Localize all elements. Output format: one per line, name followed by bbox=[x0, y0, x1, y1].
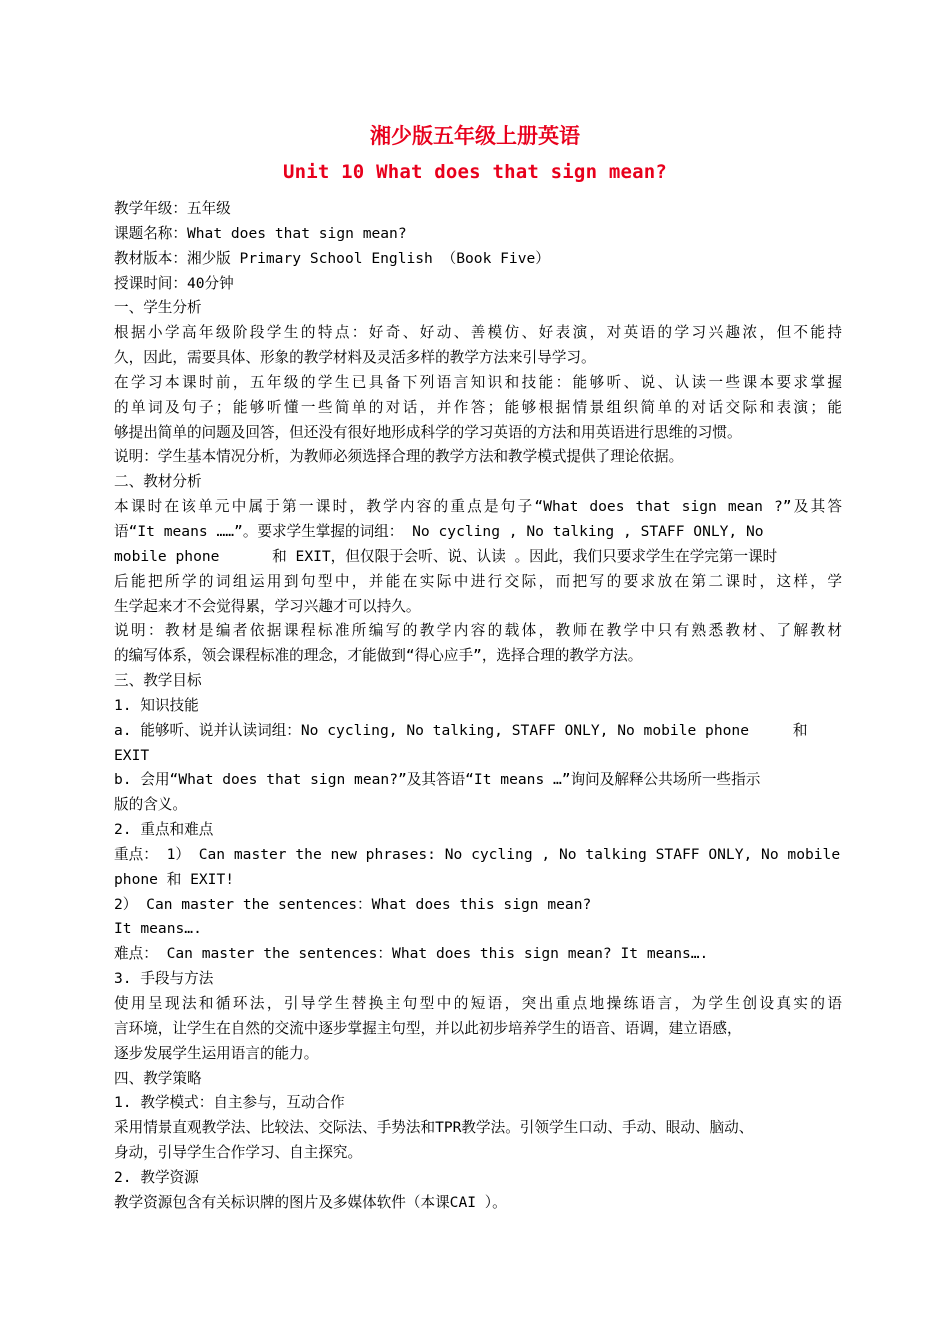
paragraph-line: 使用呈现法和循环法，引导学生替换主句型中的短语，突出重点地操练语言，为学生创设真实的语 bbox=[114, 995, 842, 1012]
list-item-a: a. 能够听、说并认读词组：No cycling, No talking, STAFF ONLY, No mobile phone 和 bbox=[114, 721, 808, 739]
info-lesson-duration: 授课时间：40分钟 bbox=[114, 274, 234, 292]
key-point-2-continued: It means…. bbox=[114, 920, 202, 938]
document-title: 湘少版五年级上册英语 bbox=[370, 123, 580, 148]
info-textbook-edition: 教材版本：湘少版 Primary School English （Book Five） bbox=[114, 249, 550, 267]
paragraph-line: 逐步发展学生运用语言的能力。 bbox=[114, 1044, 319, 1062]
paragraph-line: 采用情景直观教学法、比较法、交际法、手势法和TPR教学法。引领学生口动、手动、眼动、脑动、 bbox=[114, 1119, 754, 1137]
paragraph-line: 教学资源包含有关标识牌的图片及多媒体软件（本课CAI ）。 bbox=[114, 1193, 507, 1211]
paragraph-line: 身动，引导学生合作学习、自主探究。 bbox=[114, 1144, 363, 1162]
unit-title: Unit 10 What does that sign mean? bbox=[282, 161, 668, 183]
document-body bbox=[114, 197, 842, 1216]
document-title-block bbox=[0, 118, 950, 190]
subheading-knowledge-skills: 1. 知识技能 bbox=[114, 696, 199, 714]
info-lesson-title: 课题名称：What does that sign mean? bbox=[114, 224, 407, 242]
section-heading-teaching-strategy: 四、教学策略 bbox=[114, 1069, 202, 1087]
note-line: 说明：教材是编者依据课程标准所编写的教学内容的载体，教师在教学中只有熟悉教材、了解教材 bbox=[114, 622, 842, 640]
paragraph-line: 言环境，让学生在自然的交流中逐步掌握主句型，并以此初步培养学生的语音、语调，建立语感， bbox=[114, 1019, 742, 1037]
paragraph-line: 根据小学高年级阶段学生的特点：好奇、好动、善模仿、好表演，对英语的学习兴趣浓，但不能持 bbox=[114, 324, 842, 342]
difficult-point: 难点： Can master the sentences：What does this sign mean? It means…. bbox=[114, 945, 709, 963]
list-item-b-continued: 版的含义。 bbox=[114, 796, 187, 814]
subheading-key-points: 2. 重点和难点 bbox=[114, 821, 214, 839]
note-line: 说明：学生基本情况分析，为教师必须选择合理的教学方法和教学模式提供了理论依据。 bbox=[114, 448, 684, 466]
key-point-2: 2） Can master the sentences：What does this sign mean? bbox=[114, 895, 592, 913]
section-heading-teaching-objectives: 三、教学目标 bbox=[114, 672, 202, 690]
key-point-1: 重点： 1） Can master the new phrases: No cycling , No talking STAFF ONLY, No mobile bbox=[114, 845, 841, 863]
key-point-1-continued: phone 和 EXIT! bbox=[114, 870, 235, 888]
subheading-teaching-resources: 2. 教学资源 bbox=[114, 1168, 199, 1186]
list-item-b: b. 会用“What does that sign mean?”及其答语“It means …”询问及解释公共场所一些指示 bbox=[114, 771, 761, 789]
paragraph-line: 后能把所学的词组运用到句型中，并能在实际中进行交际，而把写的要求放在第二课时，这样，学 bbox=[114, 572, 842, 590]
section-heading-student-analysis: 一、学生分析 bbox=[114, 299, 202, 317]
section-heading-textbook-analysis: 二、教材分析 bbox=[114, 473, 202, 491]
paragraph-line: 的单词及句子；能够听懂一些简单的对话，并作答；能够根据情景组织简单的对话交际和表演；能 bbox=[114, 398, 842, 416]
paragraph-line: 久，因此，需要具体、形象的教学材料及灵活多样的教学方法来引导学习。 bbox=[114, 349, 596, 367]
paragraph-line: 够提出简单的问题及回答，但还没有很好地形成科学的学习英语的方法和用英语进行思维的习惯。 bbox=[114, 423, 742, 441]
note-line: 的编写体系，领会课程标准的理念，才能做到“得心应手”，选择合理的教学方法。 bbox=[114, 647, 643, 665]
subheading-means-methods: 3. 手段与方法 bbox=[114, 970, 214, 988]
list-item-a-continued: EXIT bbox=[114, 746, 150, 764]
paragraph-line: 在学习本课时前，五年级的学生已具备下列语言知识和技能：能够听、说、认读一些课本要求掌握 bbox=[114, 373, 842, 391]
paragraph-line: 语“It means ……”。要求学生掌握的词组： No cycling , No talking , STAFF ONLY, No bbox=[114, 522, 764, 540]
paragraph-line: 本课时在该单元中属于第一课时，教学内容的重点是句子“What does that sign mean ?”及其答 bbox=[114, 498, 842, 516]
subheading-teaching-mode: 1. 教学模式：自主参与，互动合作 bbox=[114, 1094, 345, 1112]
paragraph-line: mobile phone 和 EXIT，但仅限于会听、说、认读 。因此，我们只要求学生在学完第一课时 bbox=[114, 547, 778, 565]
info-grade: 教学年级：五年级 bbox=[114, 200, 231, 217]
paragraph-line: 生学起来才不会觉得累，学习兴趣才可以持久。 bbox=[114, 597, 421, 615]
